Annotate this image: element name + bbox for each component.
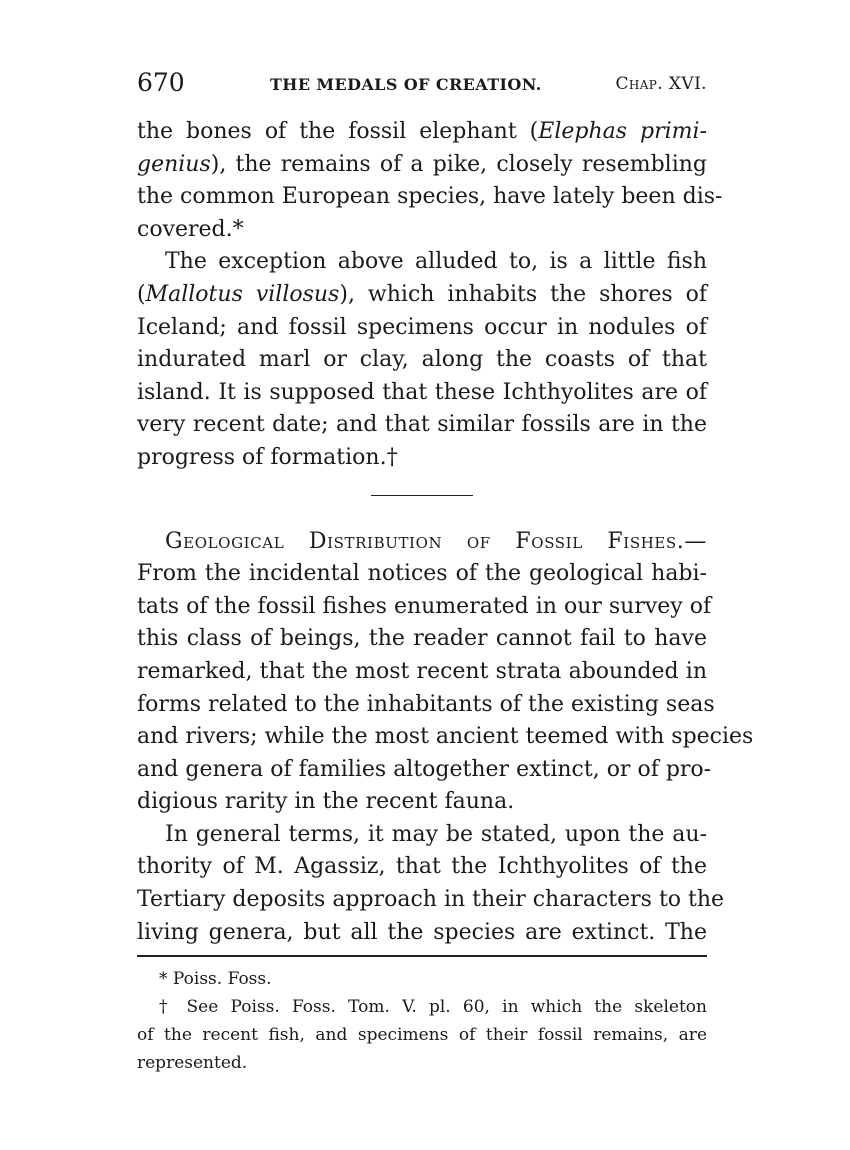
text-line: From the incidental notices of the geological habi-	[137, 561, 707, 587]
text-line: indurated marl or clay, along the coasts of that	[137, 347, 707, 373]
chapter-label: Chap. XVI.	[615, 74, 707, 94]
section-gap	[137, 496, 707, 526]
text-line: and genera of families altogether extinct, or of pro-	[137, 756, 712, 782]
paragraph	[137, 116, 723, 246]
footnotes	[137, 965, 707, 1077]
text-line: Iceland; and fossil specimens occur in nodules of	[137, 314, 707, 340]
footnote: of the recent fish, and specimens of their fossil remains, are	[137, 1025, 707, 1046]
footnote: † See Poiss. Foss. Tom. V. pl. 60, in which the skeleton	[159, 997, 707, 1018]
text-line: digious rarity in the recent fauna.	[137, 789, 515, 815]
text-line: and rivers; while the most ancient teemed with species	[137, 724, 754, 750]
text-line: forms related to the inhabitants of the existing seas	[137, 691, 715, 717]
text-line: covered.*	[137, 216, 244, 242]
text-line	[137, 116, 707, 149]
text-line: The exception above alluded to, is a little fish	[165, 249, 707, 275]
italic-span: genius	[137, 151, 211, 177]
paragraph	[137, 819, 725, 949]
italic-span: Mallotus villosus	[145, 281, 340, 307]
running-head	[137, 60, 707, 100]
footnote-rule	[137, 955, 707, 957]
text-line: island. It is supposed that these Ichthyolites are of	[137, 379, 707, 405]
text-span: ), the remains of a pike, closely resembling	[210, 151, 707, 177]
body-text	[137, 116, 754, 949]
text-line: In general terms, it may be stated, upon the au-	[165, 821, 707, 847]
text-span: the bones of the fossil elephant (	[137, 119, 539, 144]
book-page	[137, 60, 754, 1077]
text-line	[137, 279, 707, 312]
text-line: thority of M. Agassiz, that the Ichthyolites of the	[137, 854, 707, 880]
section-heading: Geological Distribution of Fossil Fishes.—	[165, 528, 707, 554]
page-number: 670	[137, 68, 185, 97]
text-line: remarked, that the most recent strata abounded in	[137, 658, 707, 684]
text-line: Tertiary deposits approach in their characters to the	[137, 887, 725, 913]
text-line: progress of formation.†	[137, 444, 398, 470]
text-line: living genera, but all the species are extinct. The	[137, 919, 707, 945]
footnote: represented.	[137, 1053, 248, 1074]
text-line: tats of the fossil fishes enumerated in our survey of	[137, 593, 712, 619]
text-line: this class of beings, the reader cannot fail to have	[137, 626, 707, 652]
text-span: ), which inhabits the shores of	[339, 281, 707, 307]
italic-span: Elephas primi-	[538, 119, 707, 144]
text-line: the common European species, have lately been dis-	[137, 184, 723, 210]
paragraph	[137, 526, 754, 819]
text-line: very recent date; and that similar fossils are in the	[137, 412, 707, 438]
running-title: THE MEDALS OF CREATION.	[270, 75, 542, 94]
paragraph	[137, 246, 707, 474]
text-span: (	[137, 281, 146, 307]
footnote: * Poiss. Foss.	[159, 969, 272, 990]
text-line	[137, 149, 707, 182]
